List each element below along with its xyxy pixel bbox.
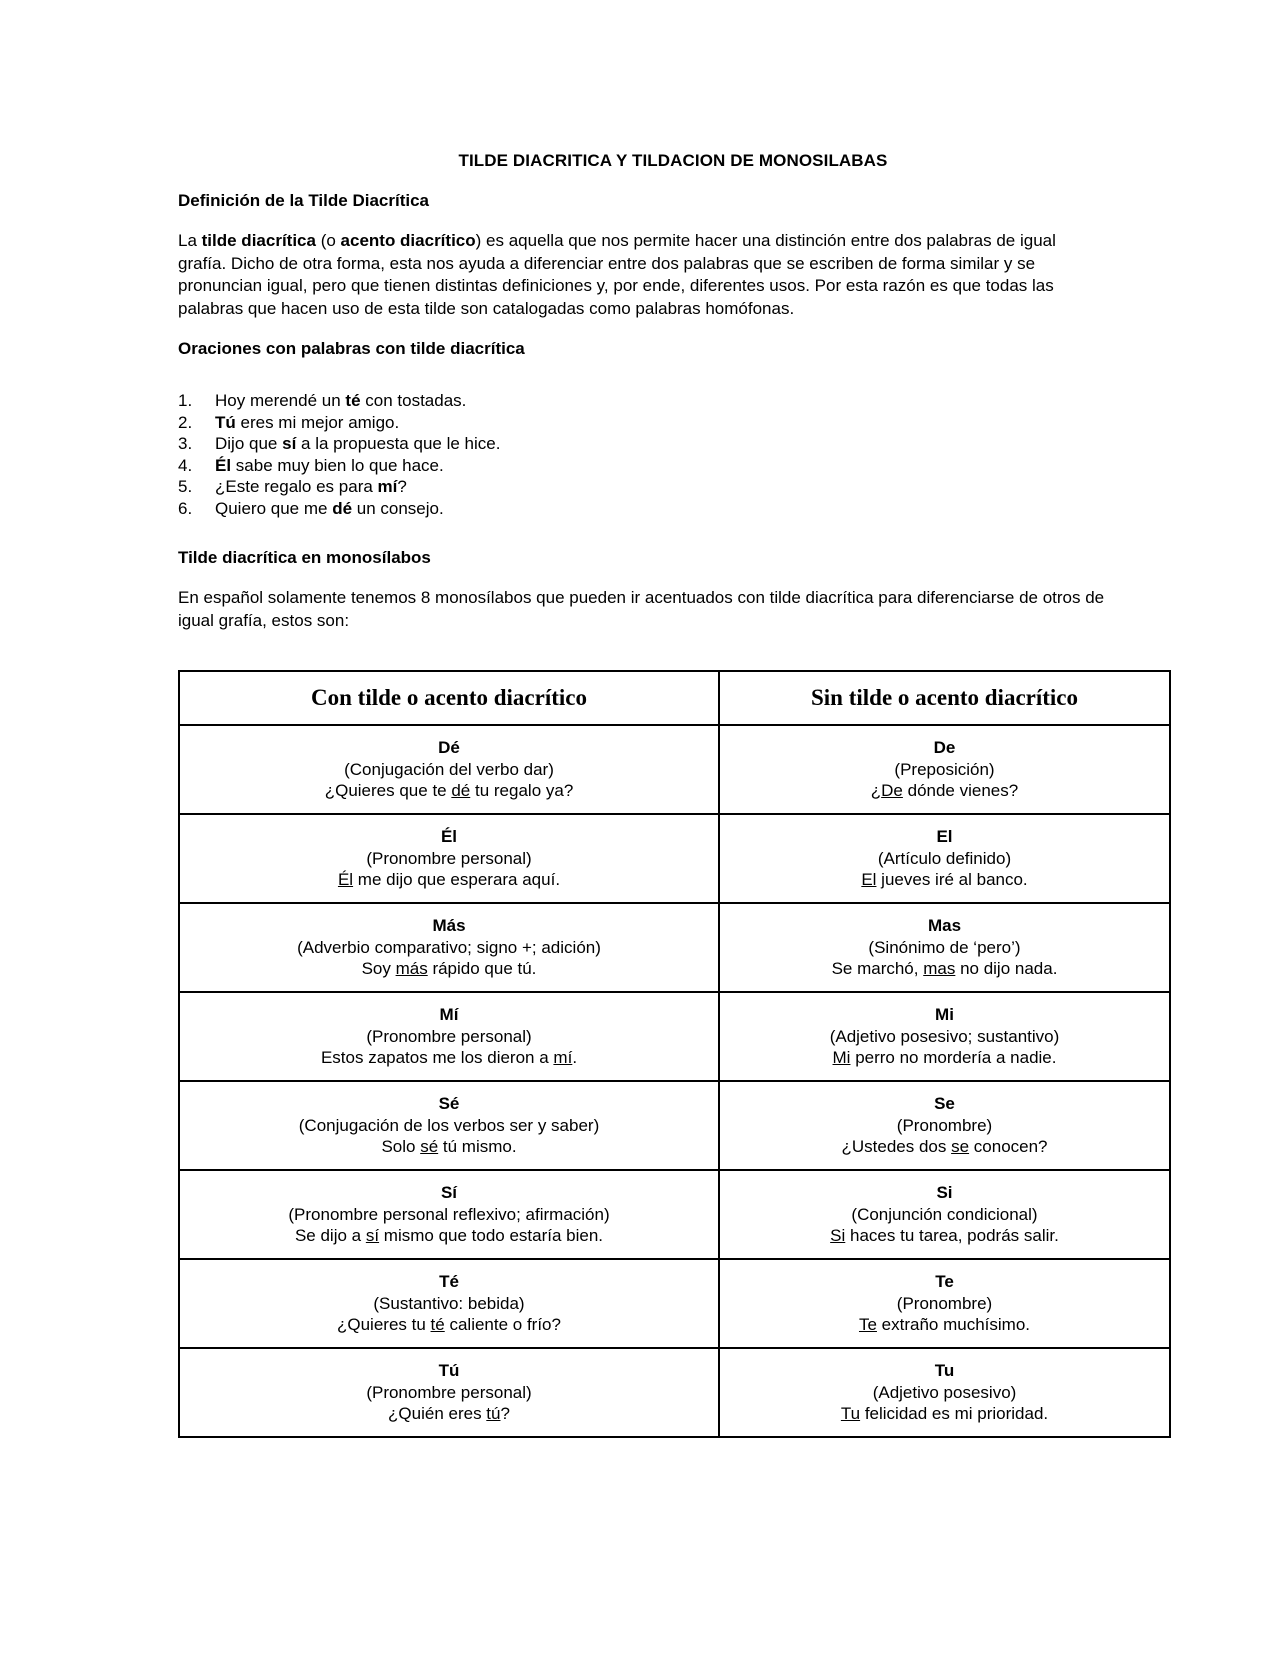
cell-description: (Adjetivo posesivo; sustantivo) <box>829 1026 1060 1046</box>
cell-example <box>180 1047 718 1069</box>
list-item <box>178 433 1168 455</box>
list-item-pre: ¿Este regalo es para <box>215 477 378 496</box>
example-post: me dijo que esperara aquí. <box>353 870 561 890</box>
cell-word: Mi <box>935 1005 954 1025</box>
list-item-bold: sí <box>282 434 297 453</box>
example-pre: Solo <box>381 1137 421 1157</box>
example-underlined: sé <box>420 1137 439 1157</box>
example-pre: ¿Ustedes dos <box>841 1137 952 1157</box>
cell-example <box>720 1047 1169 1069</box>
cell-word: Tú <box>438 1361 460 1381</box>
cell-with-accent <box>179 725 719 814</box>
cell-description: (Conjugación del verbo dar) <box>344 759 554 779</box>
example-pre: ¿Quién eres <box>388 1404 487 1424</box>
list-item <box>178 390 1168 412</box>
cell-example <box>720 780 1169 802</box>
cell-example <box>180 1403 718 1425</box>
table-row <box>179 1259 1170 1348</box>
cell-description: (Conjunción condicional) <box>851 1204 1038 1224</box>
example-underlined: más <box>395 959 428 979</box>
example-post: haces tu tarea, podrás salir. <box>845 1226 1059 1246</box>
example-underlined: sí <box>365 1226 380 1246</box>
list-item-number: 1. <box>178 391 193 410</box>
definition-bold-1: tilde diacrítica <box>201 231 316 250</box>
cell-without-accent <box>719 903 1170 992</box>
list-item-text <box>215 412 399 434</box>
example-post: felicidad es mi prioridad. <box>860 1404 1049 1424</box>
list-item-bold: mí <box>377 477 398 496</box>
example-underlined: De <box>881 781 903 801</box>
example-post: rápido que tú. <box>427 959 537 979</box>
example-underlined: tú <box>486 1404 501 1424</box>
cell-without-accent <box>719 725 1170 814</box>
cell-with-accent <box>179 992 719 1081</box>
cell-example <box>180 780 718 802</box>
list-item-text <box>215 476 407 498</box>
table-row <box>179 903 1170 992</box>
example-underlined: Te <box>858 1315 877 1335</box>
cell-description: (Pronombre personal) <box>366 848 532 868</box>
table-header-row <box>179 671 1170 725</box>
list-item-number: 6. <box>178 498 193 518</box>
example-post: perro no mordería a nadie. <box>850 1048 1057 1068</box>
example-post: dónde vienes? <box>902 781 1019 801</box>
example-pre: Soy <box>361 959 396 979</box>
example-underlined: Mi <box>832 1048 851 1068</box>
cell-with-accent <box>179 814 719 903</box>
example-post: mismo que todo estaría bien. <box>379 1226 604 1246</box>
definition-text-1: La <box>178 231 202 250</box>
list-item-text <box>215 390 466 412</box>
cell-word: De <box>933 738 956 758</box>
example-post: ? <box>500 1404 510 1424</box>
list-item-pre: Quiero que me <box>215 498 333 518</box>
list-item-bold: té <box>345 391 361 410</box>
cell-without-accent <box>719 1259 1170 1348</box>
cell-word: El <box>936 827 953 847</box>
list-item-bold: Él <box>215 455 232 475</box>
definition-paragraph <box>178 230 1108 320</box>
example-post: extraño muchísimo. <box>876 1315 1031 1335</box>
cell-word: Mí <box>439 1005 459 1025</box>
sentences-list <box>178 390 1168 519</box>
list-item <box>178 455 1168 477</box>
cell-word: Té <box>439 1272 459 1292</box>
example-underlined: Si <box>830 1226 846 1246</box>
cell-without-accent <box>719 814 1170 903</box>
example-underlined: té <box>430 1315 445 1335</box>
example-pre: Estos zapatos me los dieron a <box>320 1048 554 1068</box>
list-item-text <box>215 455 444 477</box>
list-item-pre: Dijo que <box>215 434 283 453</box>
sentences-heading: Oraciones con palabras con tilde diacrítica <box>178 339 525 358</box>
list-item-number: 4. <box>178 455 193 475</box>
table-row <box>179 992 1170 1081</box>
cell-word: Tu <box>934 1361 955 1381</box>
list-item-post: un consejo. <box>352 498 444 518</box>
table-row <box>179 1170 1170 1259</box>
example-underlined: El <box>861 870 877 890</box>
list-item <box>178 498 1168 520</box>
table-row <box>179 1081 1170 1170</box>
table-row <box>179 1348 1170 1437</box>
cell-description: (Preposición) <box>894 759 995 779</box>
cell-word: Dé <box>438 738 460 758</box>
definition-text-3: ) es aquella que nos permite hacer una distinción entre dos palabras de igual grafía. Dicho de otra forma, esta nos ayuda a diferenciar entre dos palabras que se escriben de forma similar y se pronuncian igual, pero que tienen distintas definiciones y, por ende, diferentes usos. Por esta razón es que todas las palabras que hacen uso de esta tilde son catalogadas como palabras homófonas. <box>178 231 1056 318</box>
list-item-post: con tostadas. <box>360 391 467 410</box>
list-item-pre: Hoy merendé un <box>215 391 346 410</box>
cell-word: Se <box>934 1094 955 1114</box>
cell-without-accent <box>719 1170 1170 1259</box>
example-post: . <box>572 1048 578 1068</box>
cell-description: (Pronombre) <box>896 1293 993 1313</box>
definition-text-2: (o <box>315 231 341 250</box>
cell-description: (Pronombre personal reflexivo; afirmación) <box>288 1204 610 1224</box>
cell-description: (Artículo definido) <box>877 848 1012 868</box>
monosyllables-heading: Tilde diacrítica en monosílabos <box>178 548 431 567</box>
cell-word: Sí <box>440 1183 458 1203</box>
example-post: jueves iré al banco. <box>876 870 1028 890</box>
cell-example <box>720 958 1169 980</box>
cell-example <box>720 1136 1169 1158</box>
cell-with-accent <box>179 903 719 992</box>
cell-description: (Pronombre personal) <box>366 1382 532 1402</box>
example-underlined: mas <box>923 959 956 979</box>
list-item-number: 2. <box>178 412 193 432</box>
cell-example <box>180 1314 718 1336</box>
cell-word: Más <box>432 916 466 936</box>
monosyllables-table <box>178 670 1171 1438</box>
cell-example <box>180 958 718 980</box>
document-title: TILDE DIACRITICA Y TILDACION DE MONOSILABAS <box>458 151 888 170</box>
cell-with-accent <box>179 1348 719 1437</box>
cell-without-accent <box>719 992 1170 1081</box>
document-page <box>178 138 1168 1438</box>
list-item-post: eres mi mejor amigo. <box>235 412 400 432</box>
list-item-text <box>215 498 444 520</box>
example-post: tu regalo ya? <box>470 781 574 801</box>
cell-word: Sé <box>438 1094 460 1114</box>
list-item <box>178 476 1168 498</box>
cell-with-accent <box>179 1259 719 1348</box>
cell-example <box>180 1136 718 1158</box>
cell-description: (Adjetivo posesivo) <box>872 1382 1017 1402</box>
list-item-bold: dé <box>332 498 353 518</box>
example-underlined: se <box>951 1137 970 1157</box>
list-item-bold: Tú <box>215 412 236 432</box>
monosyllables-paragraph: En español solamente tenemos 8 monosílabos que pueden ir acentuados con tilde diacrítica para diferenciarse de otros de igual grafía, estos son: <box>178 588 1105 630</box>
cell-word: Si <box>936 1183 953 1203</box>
table-row <box>179 725 1170 814</box>
cell-without-accent <box>719 1081 1170 1170</box>
list-item-post: ? <box>397 477 407 496</box>
cell-description: (Conjugación de los verbos ser y saber) <box>298 1115 600 1135</box>
header-with-accent: Con tilde o acento diacrítico <box>179 671 719 725</box>
cell-example <box>180 1225 718 1247</box>
cell-description: (Adverbio comparativo; signo +; adición) <box>297 937 601 957</box>
cell-description: (Pronombre personal) <box>366 1026 532 1046</box>
cell-without-accent <box>719 1348 1170 1437</box>
definition-heading: Definición de la Tilde Diacrítica <box>178 191 429 210</box>
cell-description: (Sustantivo: bebida) <box>373 1293 525 1313</box>
example-post: conocen? <box>969 1137 1048 1157</box>
example-underlined: dé <box>451 781 471 801</box>
example-post: tú mismo. <box>438 1137 517 1157</box>
list-item-text <box>215 433 500 455</box>
cell-example <box>720 1314 1169 1336</box>
example-underlined: mí <box>553 1048 573 1068</box>
example-pre: Se marchó, <box>831 959 924 979</box>
list-item-post: sabe muy bien lo que hace. <box>231 455 444 475</box>
example-pre: Se dijo a <box>294 1226 366 1246</box>
example-underlined: Él <box>337 870 354 890</box>
example-post: caliente o frío? <box>444 1315 561 1335</box>
example-pre: ¿Quieres que te <box>324 781 452 801</box>
cell-example <box>720 1403 1169 1425</box>
list-item <box>178 412 1168 434</box>
cell-example <box>720 869 1169 891</box>
list-item-post: a la propuesta que le hice. <box>296 434 501 453</box>
list-item-number: 3. <box>178 434 193 453</box>
cell-example <box>180 869 718 891</box>
example-post: no dijo nada. <box>955 959 1058 979</box>
cell-with-accent <box>179 1170 719 1259</box>
example-pre: ¿ <box>870 781 882 801</box>
example-pre: ¿Quieres tu <box>337 1315 431 1335</box>
cell-word: Mas <box>927 916 962 936</box>
table-row <box>179 814 1170 903</box>
list-item-number: 5. <box>178 477 193 496</box>
cell-word: Te <box>935 1272 954 1292</box>
header-without-accent: Sin tilde o acento diacrítico <box>719 671 1170 725</box>
definition-bold-2: acento diacrítico <box>340 231 476 250</box>
cell-with-accent <box>179 1081 719 1170</box>
cell-word: Él <box>440 827 458 847</box>
example-underlined: Tu <box>840 1404 861 1424</box>
cell-description: (Pronombre) <box>896 1115 993 1135</box>
cell-example <box>720 1225 1169 1247</box>
cell-description: (Sinónimo de ‘pero’) <box>868 937 1021 957</box>
